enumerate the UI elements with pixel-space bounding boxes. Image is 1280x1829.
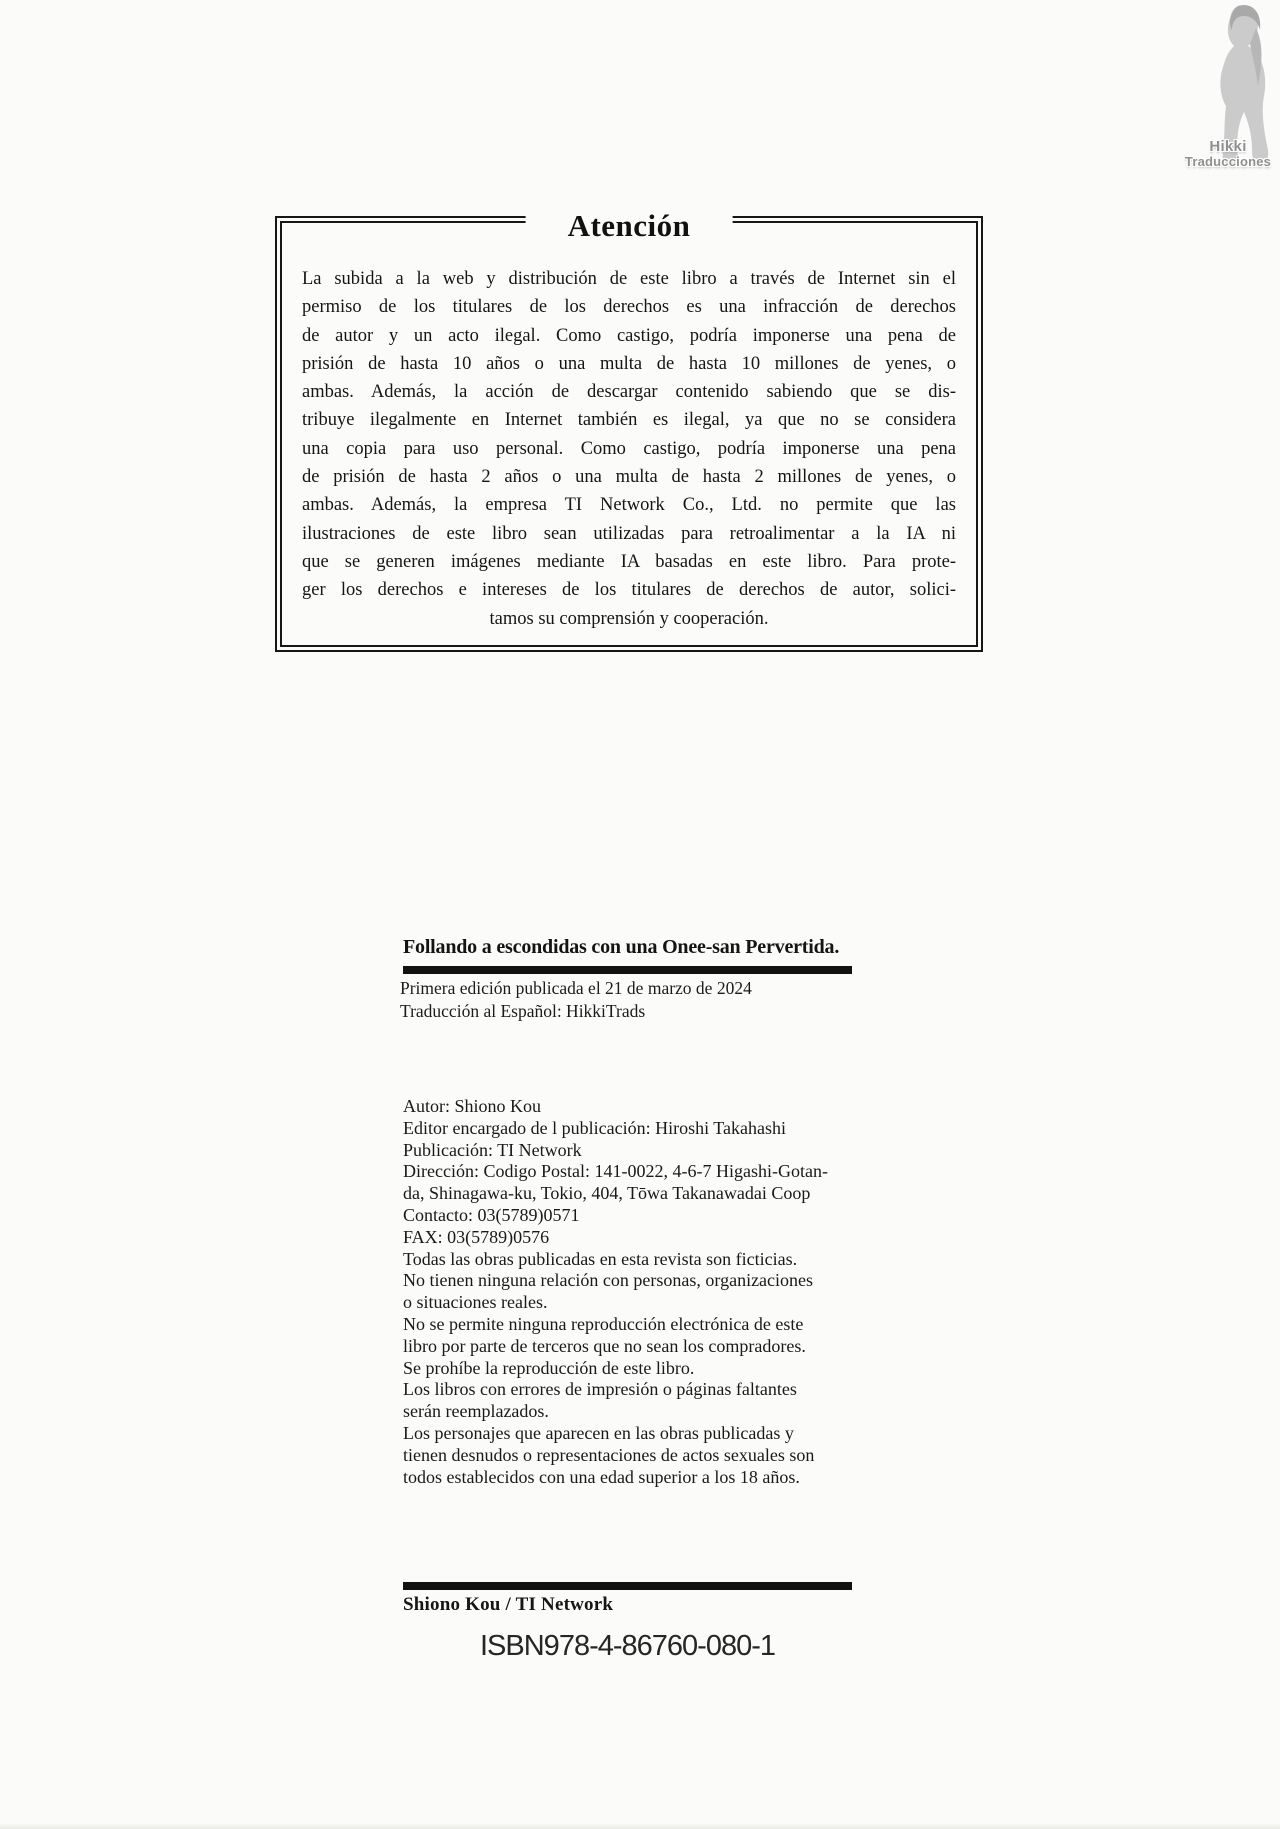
page-edge-shadow: [0, 1823, 1280, 1829]
credit-line: Los personajes que aparecen en las obras publicadas y: [403, 1422, 794, 1443]
title-rule: [403, 966, 852, 974]
credit-line: FAX: 03(5789)0576: [403, 1226, 550, 1247]
credit-line: Todas las obras publicadas en esta revista son ficticias.: [403, 1248, 798, 1269]
attention-line: ambas. Además, la empresa TI Network Co., Ltd. no permite que las: [302, 495, 956, 516]
credit-line: No se permite ninguna reproducción electrónica de este: [403, 1313, 804, 1334]
isbn-number: ISBN978-4-86760-080-1: [480, 1630, 775, 1662]
attention-line: de prisión de hasta 2 años o una multa de hasta 2 millones de yenes, o: [302, 467, 956, 488]
logo-wordmark: [1178, 139, 1278, 168]
credit-line: da, Shinagawa-ku, Tokio, 404, Tōwa Takanawadai Coop: [403, 1183, 811, 1204]
edition-note: Primera edición publicada el 21 de marzo de 2024: [400, 978, 752, 998]
footer-rule: [403, 1582, 852, 1590]
attention-line: tamos su comprensión y cooperación.: [489, 608, 769, 629]
logo-subtitle: Traducciones: [1184, 153, 1272, 169]
credit-line: Editor encargado de l publicación: Hiroshi Takahashi: [403, 1117, 786, 1138]
attention-line: una copia para uso personal. Como castigo, podría imponerse una pena: [302, 438, 956, 459]
credit-line: No tienen ninguna relación con personas, organizaciones: [403, 1270, 814, 1291]
attention-line: tribuye ilegalmente en Internet también es ilegal, ya que no se considera: [302, 410, 956, 431]
credit-line: Autor: Shiono Kou: [403, 1096, 542, 1116]
attention-box: [275, 208, 983, 652]
publication-notes: [400, 977, 752, 1022]
attention-title: Atención: [526, 206, 733, 246]
attention-line: La subida a la web y distribución de este libro a través de Internet sin el: [302, 269, 956, 289]
attention-line: que se generen imágenes mediante IA basadas en este libro. Para prote-: [302, 551, 956, 572]
credit-line: tienen desnudos o representaciones de actos sexuales son: [403, 1444, 815, 1465]
credit-line: o situaciones reales.: [403, 1292, 548, 1313]
translation-note: Traducción al Español: HikkiTrads: [400, 1000, 646, 1021]
credit-line: serán reemplazados.: [403, 1401, 549, 1422]
colophon-block: [403, 1096, 828, 1488]
credit-line: libro por parte de terceros que no sean los compradores.: [403, 1335, 806, 1356]
attention-line: prisión de hasta 10 años o una multa de hasta 10 millones de yenes, o: [302, 353, 956, 374]
credit-line: Dirección: Codigo Postal: 141-0022, 4-6-7 Higashi-Gotan-: [403, 1161, 828, 1182]
credit-line: Contacto: 03(5789)0571: [403, 1204, 580, 1225]
attention-line: de autor y un acto ilegal. Como castigo, podría imponerse una pena de: [302, 325, 956, 346]
attention-text: [302, 265, 956, 633]
attention-line: ambas. Además, la acción de descargar contenido sabiendo que se dis-: [302, 382, 956, 403]
work-title: Follando a escondidas con una Onee-san Pervertida.: [403, 936, 840, 958]
attention-line: ilustraciones de este libro sean utilizadas para retroalimentar a la IA ni: [302, 523, 956, 544]
attention-line: permiso de los titulares de los derechos es una infracción de derechos: [302, 297, 956, 318]
credit-line: Los libros con errores de impresión o páginas faltantes: [403, 1379, 797, 1400]
credit-line: Publicación: TI Network: [403, 1139, 582, 1160]
credit-line: todos establecidos con una edad superior a los 18 años.: [403, 1466, 800, 1487]
logo-title: Hikki: [1209, 138, 1247, 156]
attention-line: ger los derechos e intereses de los titulares de derechos de autor, solici-: [302, 580, 956, 601]
translator-logo: [1178, 0, 1278, 170]
credit-line: Se prohíbe la reproducción de este libro.: [403, 1357, 695, 1378]
publisher-credit: Shiono Kou / TI Network: [403, 1594, 614, 1615]
